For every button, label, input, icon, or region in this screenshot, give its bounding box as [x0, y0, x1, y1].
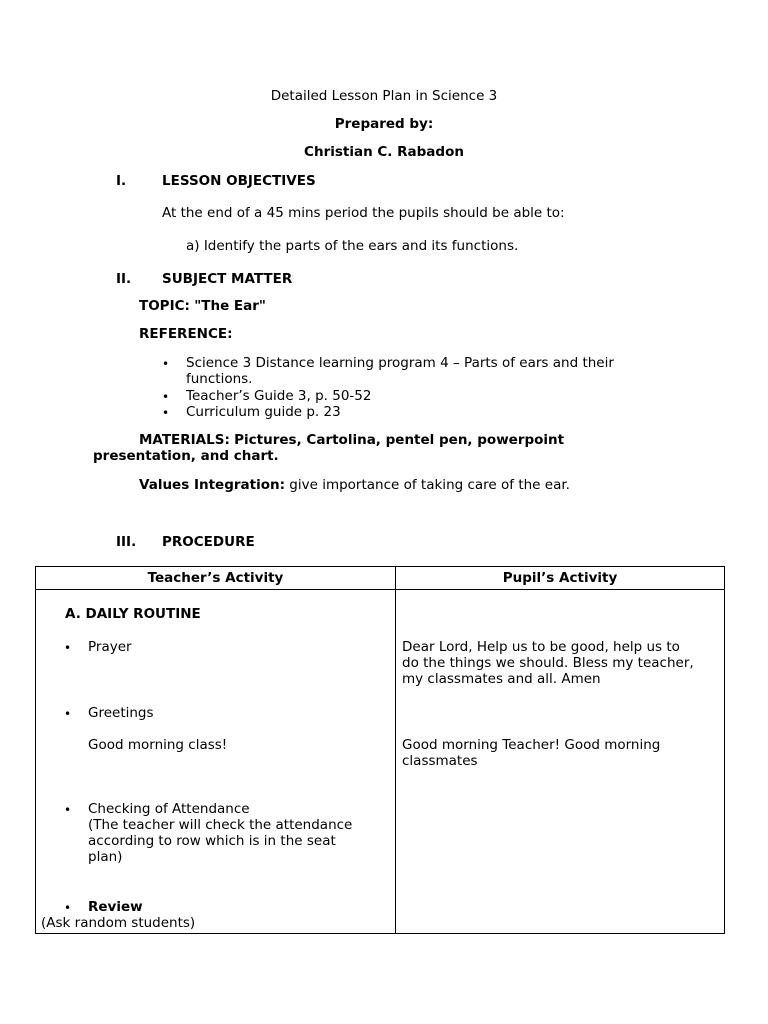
section-1-heading: LESSON OBJECTIVES — [162, 173, 316, 189]
pupil-activity-cell — [396, 590, 725, 934]
reference-bullet-3: • — [162, 406, 170, 420]
objective-a: a) Identify the parts of the ears and its functions. — [186, 238, 519, 254]
teacher-activity-cell — [36, 590, 396, 934]
materials-line-1 — [139, 432, 564, 449]
reference-label: REFERENCE: — [139, 326, 233, 342]
greetings-bullet: • — [64, 707, 72, 721]
reference-item-1-cont: functions. — [186, 371, 253, 387]
prayer-bullet: • — [64, 641, 72, 655]
attendance-bullet: • — [64, 803, 72, 817]
review-item: Review — [88, 899, 143, 915]
greeting-response-1: Good morning Teacher! Good morning — [402, 737, 661, 753]
section-1-numeral: I. — [116, 173, 127, 189]
section-3-numeral: III. — [116, 534, 137, 550]
greeting-response-2: classmates — [402, 753, 478, 769]
attendance-note-1: (The teacher will check the attendance — [88, 817, 353, 833]
values-text: give importance of taking care of the ear. — [289, 477, 570, 493]
section-3-heading: PROCEDURE — [162, 534, 255, 550]
prayer-response-1: Dear Lord, Help us to be good, help us to — [402, 639, 680, 655]
pupil-activity-header: Pupil’s Activity — [396, 567, 725, 590]
document-title: Detailed Lesson Plan in Science 3 — [270, 88, 498, 104]
section-2-heading: SUBJECT MATTER — [162, 271, 293, 287]
topic-line — [139, 298, 266, 315]
author-name: Christian C. Rabadon — [304, 144, 464, 160]
review-note: (Ask random students) — [41, 915, 196, 931]
table-row — [36, 590, 725, 934]
review-bullet: • — [64, 901, 72, 915]
reference-bullet-1: • — [162, 357, 170, 371]
section-2-numeral: II. — [116, 271, 132, 287]
materials-label: MATERIALS: — [139, 432, 230, 448]
attendance-item: Checking of Attendance — [88, 801, 250, 817]
values-integration — [139, 477, 570, 494]
materials-line-2: presentation, and chart. — [93, 448, 279, 464]
greetings-item: Greetings — [88, 705, 154, 721]
prayer-response-3: my classmates and all. Amen — [402, 671, 601, 687]
reference-item-3: Curriculum guide p. 23 — [186, 404, 341, 420]
greeting-teacher: Good morning class! — [88, 737, 228, 753]
reference-bullet-2: • — [162, 390, 170, 404]
attendance-note-3: plan) — [88, 849, 123, 865]
teacher-activity-header: Teacher’s Activity — [36, 567, 396, 590]
daily-routine-heading: A. DAILY ROUTINE — [65, 606, 201, 622]
reference-item-1: Science 3 Distance learning program 4 – Parts of ears and their — [186, 355, 614, 371]
topic-value: "The Ear" — [194, 298, 266, 314]
values-label: Values Integration: — [139, 477, 285, 493]
materials-value: Pictures, Cartolina, pentel pen, powerpoint — [234, 432, 565, 448]
procedure-table — [35, 566, 725, 934]
objectives-intro: At the end of a 45 mins period the pupils should be able to: — [162, 205, 565, 221]
prayer-response-2: do the things we should. Bless my teacher, — [402, 655, 694, 671]
topic-label: TOPIC: — [139, 298, 190, 314]
prepared-by-label: Prepared by: — [334, 116, 434, 132]
prayer-item: Prayer — [88, 639, 132, 655]
reference-item-2: Teacher’s Guide 3, p. 50-52 — [186, 388, 372, 404]
table-header-row — [36, 567, 725, 590]
attendance-note-2: according to row which is in the seat — [88, 833, 336, 849]
